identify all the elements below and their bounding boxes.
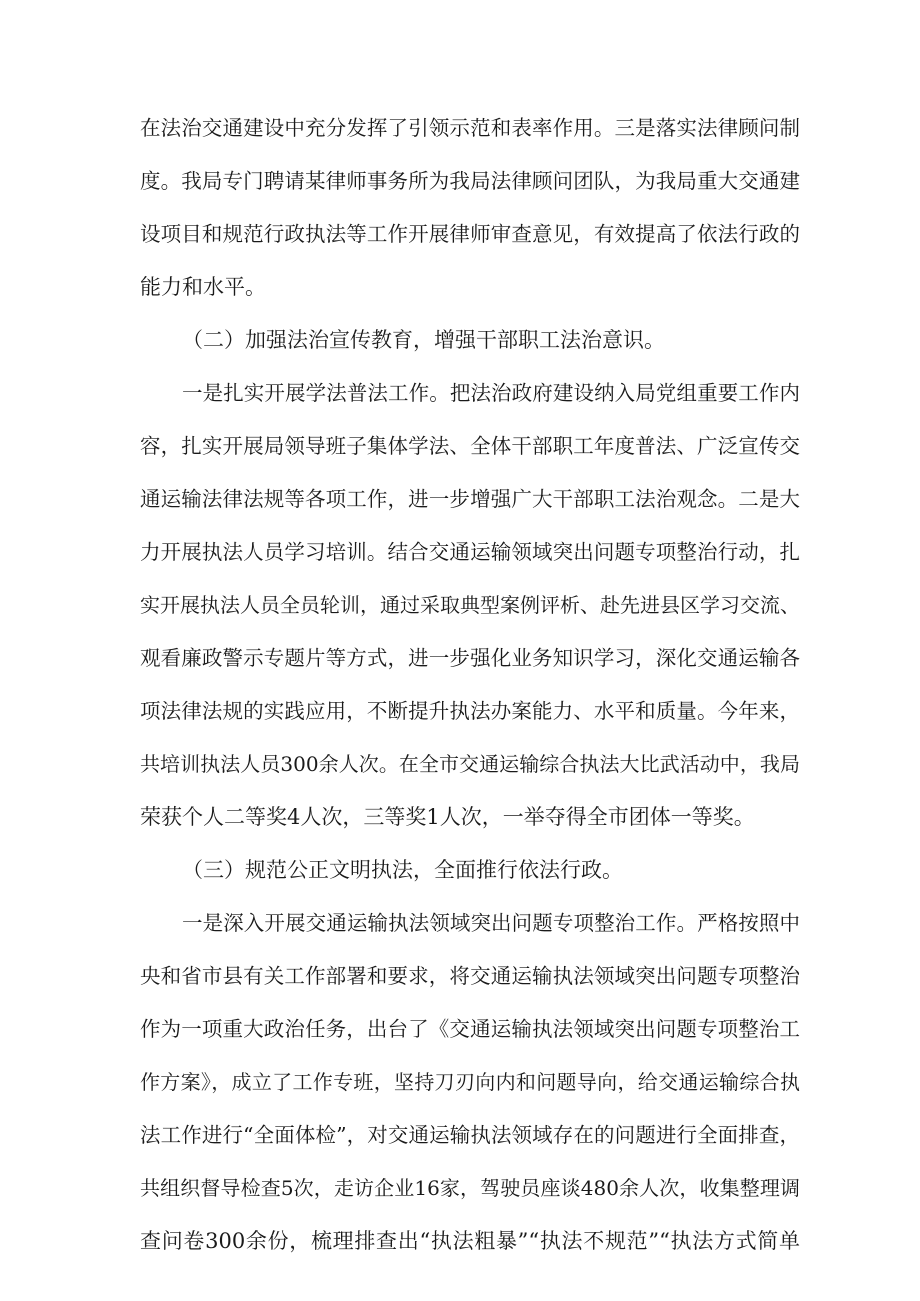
section-heading-2: （二）加强法治宣传教育，增强干部职工法治意识。 — [182, 328, 665, 352]
body-text-line: 能力和水平。 — [140, 275, 266, 299]
body-text-line: 作方案》，成立了工作专班，坚持刀刃向内和问题导向，给交通运输综合执 — [140, 1070, 800, 1094]
body-text-line: 项法律法规的实践应用，不断提升执法办案能力、水平和质量。今年来， — [140, 699, 800, 723]
body-text-line: 共培训执法人员300余人次。在全市交通运输综合执法大比武活动中，我局 — [140, 752, 800, 776]
body-text-line: 设项目和规范行政执法等工作开展律师审查意见，有效提高了依法行政的 — [140, 222, 800, 246]
body-text-line: 共组织督导检查5次，走访企业16家，驾驶员座谈480余人次，收集整理调 — [140, 1176, 800, 1200]
section-heading-3: （三）规范公正文明执法，全面推行依法行政。 — [182, 858, 623, 882]
body-text-line: 实开展执法人员全员轮训，通过采取典型案例评析、赴先进县区学习交流、 — [140, 593, 800, 617]
body-text-line: 观看廉政警示专题片等方式，进一步强化业务知识学习，深化交通运输各 — [140, 646, 800, 670]
body-text-line: 查问卷300余份，梳理排查出“执法粗暴”“执法不规范”“执法方式简单 — [140, 1229, 800, 1253]
body-text-line: 法工作进行“全面体检”，对交通运输执法领域存在的问题进行全面排查， — [140, 1123, 800, 1147]
body-text-line: 在法治交通建设中充分发挥了引领示范和表率作用。三是落实法律顾问制 — [140, 116, 800, 140]
body-text-line: 荣获个人二等奖4人次，三等奖1人次，一举夺得全市团体一等奖。 — [140, 805, 755, 829]
body-text-line: 力开展执法人员学习培训。结合交通运输领域突出问题专项整治行动，扎 — [140, 540, 800, 564]
body-text-line: 容，扎实开展局领导班子集体学法、全体干部职工年度普法、广泛宣传交 — [140, 434, 800, 458]
body-text-line: 一是深入开展交通运输执法领域突出问题专项整治工作。严格按照中 — [182, 911, 800, 935]
body-text-line: 作为一项重大政治任务，出台了《交通运输执法领域突出问题专项整治工 — [140, 1017, 800, 1041]
body-text-line: 一是扎实开展学法普法工作。把法治政府建设纳入局党组重要工作内 — [182, 381, 800, 405]
body-text-line: 央和省市县有关工作部署和要求，将交通运输执法领域突出问题专项整治 — [140, 964, 800, 988]
body-text-line: 通运输法律法规等各项工作，进一步增强广大干部职工法治观念。二是大 — [140, 487, 800, 511]
body-text-line: 度。我局专门聘请某律师事务所为我局法律顾问团队，为我局重大交通建 — [140, 169, 800, 193]
